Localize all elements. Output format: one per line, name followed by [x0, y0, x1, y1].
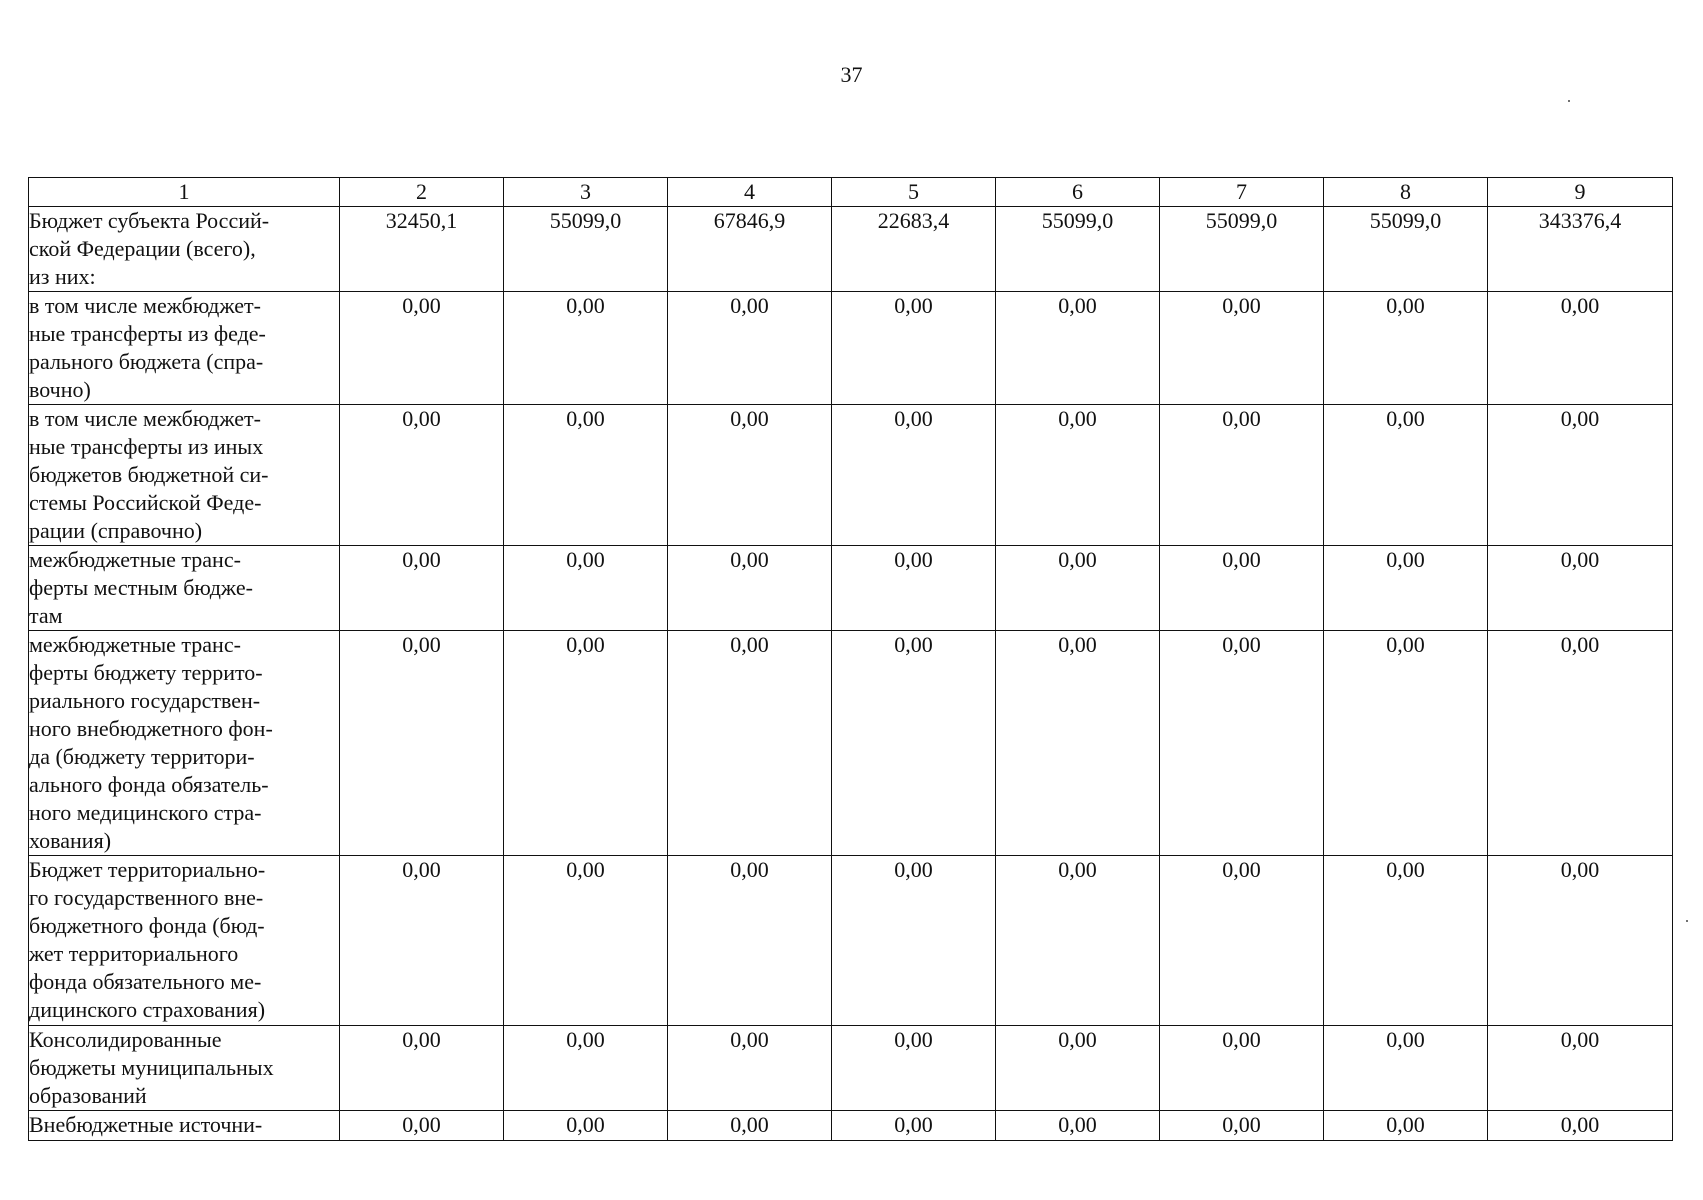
table-cell: 0,00	[504, 631, 668, 856]
table-cell: 67846,9	[668, 207, 832, 292]
table-cell: 0,00	[1160, 405, 1324, 546]
table-cell: 0,00	[1324, 405, 1488, 546]
table-cell: 0,00	[1488, 1111, 1673, 1141]
table-cell: 55099,0	[1160, 207, 1324, 292]
column-number-row	[29, 178, 1673, 207]
table-cell: 0,00	[996, 1111, 1160, 1141]
table-cell: 0,00	[1160, 631, 1324, 856]
table-cell: 0,00	[668, 546, 832, 631]
page-number: 37	[840, 62, 863, 87]
table-cell: 0,00	[668, 292, 832, 405]
row-label: в том числе межбюджет- ные трансферты из иных бюджетов бюджетной си- стемы Российской Феде- рации (справочно)	[29, 405, 340, 546]
table-cell: 55099,0	[996, 207, 1160, 292]
table-cell: 0,00	[1324, 631, 1488, 856]
table-cell: 0,00	[832, 1111, 996, 1141]
column-header: 8	[1324, 178, 1488, 207]
table-cell: 0,00	[668, 1026, 832, 1111]
table-cell: 0,00	[1324, 292, 1488, 405]
table-cell: 0,00	[1160, 292, 1324, 405]
row-label: в том числе межбюджет- ные трансферты из феде- рального бюджета (спра- вочно)	[29, 292, 340, 405]
row-label: Бюджет субъекта Россий- ской Федерации (всего), из них:	[29, 207, 340, 292]
table-row	[29, 631, 1673, 856]
column-header: 2	[340, 178, 504, 207]
table-cell: 0,00	[1488, 292, 1673, 405]
table-cell: 0,00	[1488, 1026, 1673, 1111]
table-cell: 0,00	[340, 546, 504, 631]
table-row	[29, 1026, 1673, 1111]
column-header: 4	[668, 178, 832, 207]
table-row	[29, 546, 1673, 631]
table-cell: 0,00	[1324, 1111, 1488, 1141]
table-cell: 22683,4	[832, 207, 996, 292]
table-cell: 0,00	[1324, 1026, 1488, 1111]
table-cell: 0,00	[996, 546, 1160, 631]
table-cell: 0,00	[832, 546, 996, 631]
table-cell: 0,00	[832, 856, 996, 1026]
row-label: Консолидированные бюджеты муниципальных образований	[29, 1026, 340, 1111]
table-cell: 0,00	[1488, 546, 1673, 631]
table-cell: 0,00	[1160, 1026, 1324, 1111]
column-header: 5	[832, 178, 996, 207]
table-cell: 0,00	[996, 1026, 1160, 1111]
table-cell: 0,00	[1160, 856, 1324, 1026]
table-cell: 0,00	[504, 856, 668, 1026]
budget-table	[28, 177, 1673, 1141]
table-cell: 55099,0	[504, 207, 668, 292]
table-cell: 0,00	[832, 405, 996, 546]
table-cell: 0,00	[668, 405, 832, 546]
table-cell: 0,00	[504, 1026, 668, 1111]
table-row	[29, 207, 1673, 292]
table-cell: 0,00	[996, 405, 1160, 546]
table-cell: 343376,4	[1488, 207, 1673, 292]
table-cell: 0,00	[340, 405, 504, 546]
table-cell: 0,00	[504, 405, 668, 546]
table-cell: 0,00	[504, 292, 668, 405]
table-cell: 55099,0	[1324, 207, 1488, 292]
table-cell: 0,00	[1488, 856, 1673, 1026]
table-row	[29, 292, 1673, 405]
table-cell: 0,00	[340, 1026, 504, 1111]
table-cell: 0,00	[1160, 546, 1324, 631]
table-row	[29, 1111, 1673, 1141]
table-cell: 0,00	[1160, 1111, 1324, 1141]
table-cell: 0,00	[340, 292, 504, 405]
table-row	[29, 405, 1673, 546]
table-cell: 0,00	[1324, 546, 1488, 631]
column-header: 3	[504, 178, 668, 207]
row-label: межбюджетные транс- ферты бюджету террито- риального государствен- ного внебюджетного фон- да (бюджету территори- ального фонда обязатель- ного медицинского стра- хования)	[29, 631, 340, 856]
row-label: Бюджет территориально- го государственного вне- бюджетного фонда (бюд- жет территориального фонда обязательного ме- дицинского страхования)	[29, 856, 340, 1026]
table-cell: 0,00	[1324, 856, 1488, 1026]
table-row	[29, 856, 1673, 1026]
table-cell: 0,00	[340, 1111, 504, 1141]
table-cell: 0,00	[1488, 405, 1673, 546]
table-cell: 0,00	[668, 856, 832, 1026]
table-cell: 0,00	[832, 631, 996, 856]
row-label: межбюджетные транс- ферты местным бюдже- там	[29, 546, 340, 631]
column-header: 1	[29, 178, 340, 207]
table-cell: 0,00	[832, 292, 996, 405]
column-header: 6	[996, 178, 1160, 207]
column-header: 9	[1488, 178, 1673, 207]
scan-speck	[1686, 920, 1688, 922]
table-cell: 0,00	[340, 856, 504, 1026]
scan-speck	[1568, 100, 1570, 102]
table-cell: 0,00	[832, 1026, 996, 1111]
table-cell: 0,00	[996, 292, 1160, 405]
table-cell: 0,00	[504, 546, 668, 631]
table-cell: 0,00	[504, 1111, 668, 1141]
table-cell: 0,00	[1488, 631, 1673, 856]
row-label: Внебюджетные источни-	[29, 1111, 340, 1141]
table-cell: 32450,1	[340, 207, 504, 292]
table-cell: 0,00	[996, 631, 1160, 856]
table-cell: 0,00	[668, 631, 832, 856]
table-cell: 0,00	[668, 1111, 832, 1141]
table-cell: 0,00	[340, 631, 504, 856]
column-header: 7	[1160, 178, 1324, 207]
table-cell: 0,00	[996, 856, 1160, 1026]
